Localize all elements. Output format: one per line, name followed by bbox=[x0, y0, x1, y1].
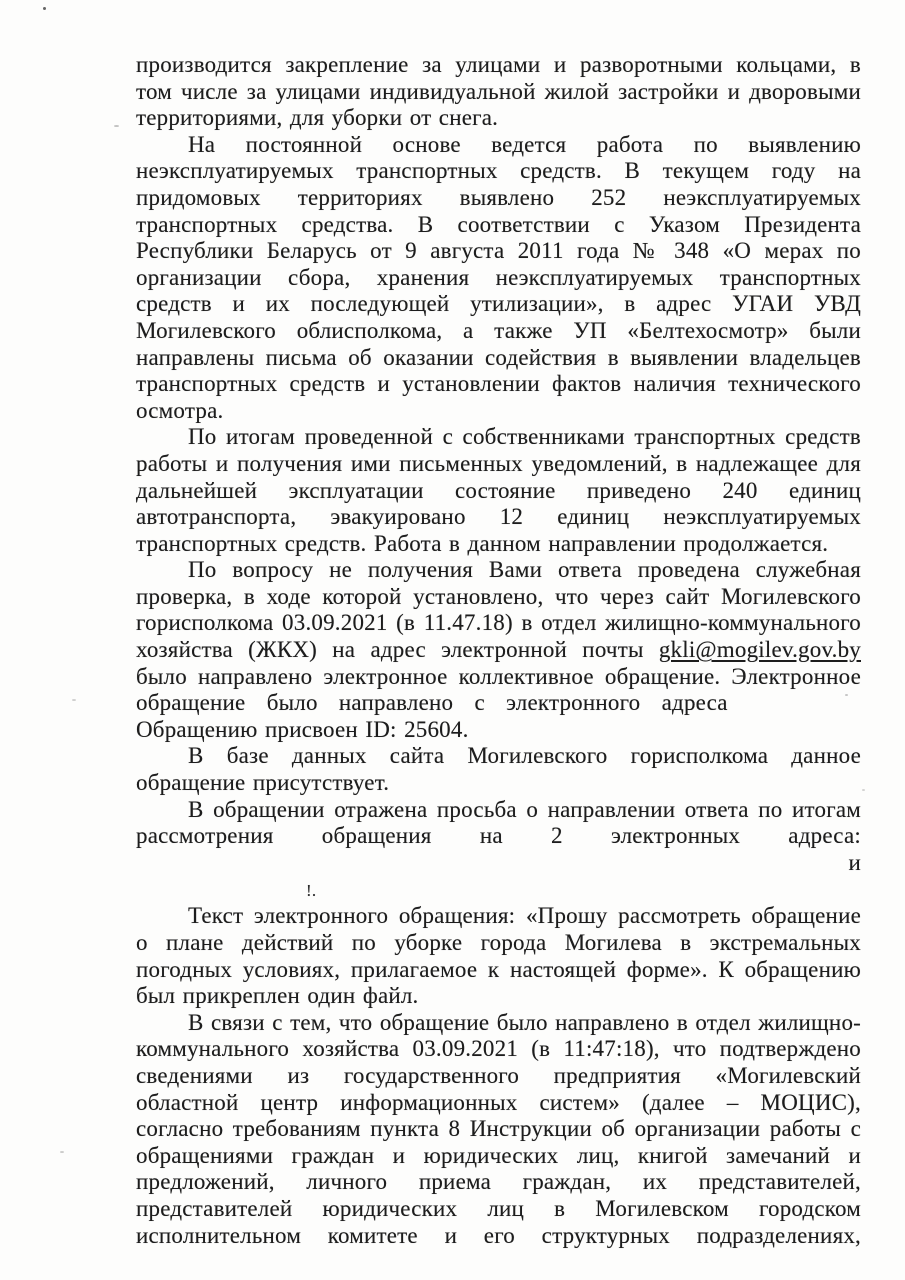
appeal-id-line: Обращению присвоен ID: 25604. bbox=[136, 716, 469, 742]
scan-speck bbox=[114, 125, 119, 127]
two-addresses-text: В обращении отражена просьба о направлении ответа по итогам рассмотрения обращения на 2 электронных адреса: bbox=[136, 796, 861, 849]
paragraph-unused-vehicles-detection: На постоянной основе ведется работа по выявлению неэксплуатируемых транспортных средств. В текущем году на придомовых территориях выявлено 252 неэксплуатируемых транспортных средства. В соответствии с Указом Президента Республики Беларусь от 9 августа 2011 года № 348 «О мерах по организации сбора, хранения неэксплуатируемых транспортных средств и их последующей утилизации», в адрес УГАИ УВД Могилевского облисполкома, а также УП «Белтехосмотр» были направлены письма об оказании содействия в выявлении владельцев транспортных средств и установлении фактов наличия технического осмотра. bbox=[136, 131, 861, 423]
redacted-line bbox=[136, 876, 861, 903]
redacted-sender-address-gap bbox=[749, 709, 861, 710]
email-address-text: gkli@mogilev.gov.by bbox=[658, 637, 861, 663]
paragraph-appeal-quoted-text: Текст электронного обращения: «Прошу рассмотреть обращение о плане действий по уборке города Могилева в экстремальных погодных условиях, прилагаемое к настоящей форме». К обращению был прикреплен один файл. bbox=[136, 903, 861, 1009]
redacted-recipient-address-gap bbox=[136, 869, 341, 870]
paragraph-snow-cleaning-continuation: производится закрепление за улицами и разворотными кольцами, в том числе за улицами индивидуальной жилой застройки и дворовыми территориями, для уборки от снега. bbox=[136, 52, 861, 131]
paragraph-database-presence: В базе данных сайта Могилевского горисполкома данное обращение присутствует. bbox=[136, 743, 861, 796]
scan-speck bbox=[43, 7, 46, 10]
scan-speck bbox=[60, 1151, 64, 1153]
conjunction-text: и bbox=[848, 849, 861, 875]
paragraph-legal-basis: В связи с тем, что обращение было направлено в отдел жилищно-коммунального хозяйства 03.09.2021 (в 11:47:18), что подтверждено сведениями из государственного предприятия «Могилевский областной центр информационных систем» (далее – МОЦИС), согласно требованиям пункта 8 Инструкции об организации работы с обращениями граждан и юридических лиц, книгой замечаний и предложений, личного приема граждан, их представителей, представителей юридических лиц в Могилевском городском исполнительном комитете и его структурных подразделениях, bbox=[136, 1009, 861, 1248]
service-check-text-before-email: По вопросу не получения Вами ответа проведена служебная проверка, в ходе которой установлено, что через сайт Могилевского горисполкома 03.09.2021 (в 11.47.18) в отдел жилищно-коммунального хозяйства (ЖКХ) на адрес электронной почты bbox=[136, 557, 861, 663]
scan-speck bbox=[72, 699, 76, 701]
scan-speck bbox=[862, 789, 865, 791]
document-text-block bbox=[136, 52, 861, 1249]
service-check-text-after-email: было направлено электронное коллективное обращение. Электронное обращение было направлено с электронного адреса bbox=[136, 663, 861, 716]
paragraph-service-check bbox=[136, 557, 861, 717]
erased-text-artifact: !. bbox=[306, 881, 317, 901]
paragraph-unused-vehicles-results: По итогам проведенной с собственниками транспортных средств работы и получения ими письменных уведомлений, в надлежащее для дальнейшей эксплуатации состояние приведено 240 единиц автотранспорта, эвакуировано 12 единиц неэксплуатируемых транспортных средств. Работа в данном направлении продолжается. bbox=[136, 424, 861, 556]
paragraph-two-addresses-request bbox=[136, 797, 861, 877]
